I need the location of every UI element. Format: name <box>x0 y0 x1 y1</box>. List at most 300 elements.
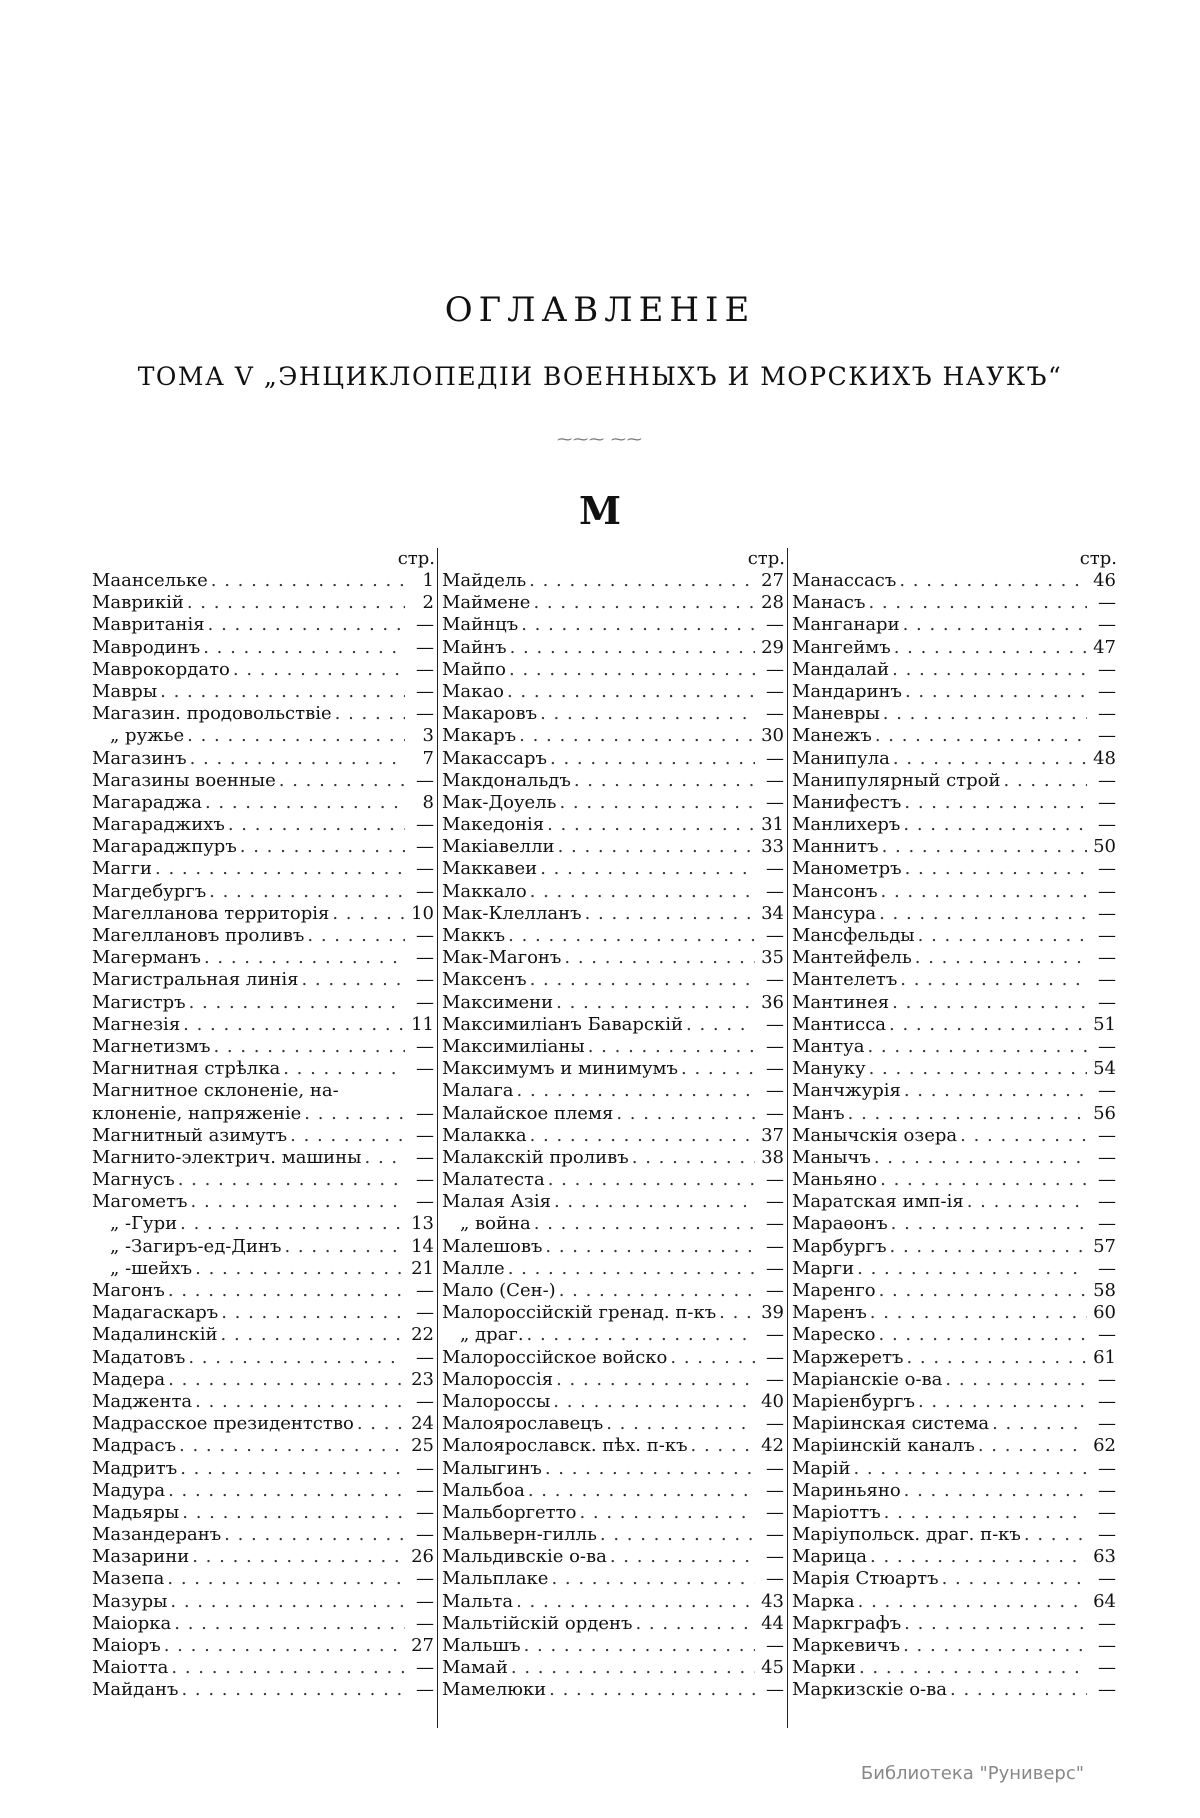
index-entry <box>442 1147 787 1169</box>
index-entry <box>92 1568 437 1590</box>
entry-page-number: — <box>1098 658 1116 680</box>
dot-leader <box>915 947 1087 969</box>
entry-page-number: — <box>416 1169 434 1191</box>
dot-leader <box>945 1369 1087 1391</box>
entry-name: Малороссійское войско <box>442 1346 668 1368</box>
dot-leader <box>869 1058 1087 1080</box>
entry-name: „ -Загиръ-ед-Динъ <box>110 1235 282 1257</box>
entry-page-number: — <box>1098 703 1116 725</box>
dot-leader <box>992 1413 1087 1435</box>
entry-page-number: — <box>416 858 434 880</box>
index-entry <box>442 947 787 969</box>
entry-name: Мариньяно <box>792 1479 901 1501</box>
index-entry <box>92 1014 437 1036</box>
entry-page-number: — <box>766 791 784 813</box>
entry-page-number: — <box>1098 880 1116 902</box>
index-entry <box>92 1191 437 1213</box>
entry-page-number: — <box>766 1169 784 1191</box>
entry-name: Мальдивскіе о-ва <box>442 1546 607 1568</box>
dot-leader <box>365 1147 406 1169</box>
entry-name: Мамелюки <box>442 1679 547 1701</box>
dot-leader <box>918 925 1087 947</box>
entry-name: Майнцъ <box>442 614 519 636</box>
index-entry <box>442 1324 787 1346</box>
index-entry <box>792 925 1119 947</box>
entry-name: Мавританія <box>92 614 205 636</box>
index-entry <box>92 992 437 1014</box>
dot-leader <box>859 1657 1087 1679</box>
entry-name: „ -Гури <box>110 1213 178 1235</box>
index-entry <box>442 1280 787 1302</box>
entry-name: Малайское племя <box>442 1102 614 1124</box>
entry-name: Маіоръ <box>92 1635 161 1656</box>
entry-name: Мальбоа <box>442 1479 525 1501</box>
entry-page-number: 43 <box>761 1590 784 1612</box>
entry-page-number: — <box>1098 1635 1116 1656</box>
index-entry <box>792 1324 1119 1346</box>
entry-name: Максимиліанъ Баварскій <box>442 1013 684 1035</box>
entry-page-number: 47 <box>1093 636 1116 658</box>
dot-leader <box>906 1347 1087 1369</box>
index-entry <box>442 1458 787 1480</box>
dot-leader <box>950 1679 1087 1701</box>
index-entry <box>92 858 437 880</box>
entry-page-number: 28 <box>761 592 784 614</box>
index-entry <box>92 1369 437 1391</box>
entry-name: Мантисса <box>792 1013 887 1035</box>
entry-name: Маріинская система <box>792 1413 990 1435</box>
index-entry <box>792 1103 1119 1125</box>
entry-page-number: — <box>1098 1501 1116 1523</box>
entry-name: Мавры <box>92 680 158 702</box>
entry-name: Мадрасское президентство <box>92 1413 354 1435</box>
index-entry <box>92 1103 437 1125</box>
entry-name: Магнитная стрѣлка <box>92 1058 281 1080</box>
entry-page-number: — <box>416 880 434 902</box>
entry-page-number: 27 <box>761 570 784 591</box>
dot-leader <box>893 748 1087 770</box>
entry-page-number: 27 <box>411 1635 434 1656</box>
entry-page-number: — <box>1098 1612 1116 1634</box>
dot-leader <box>205 792 405 814</box>
entry-name: Магазин. продовольствіе <box>92 703 332 725</box>
dot-leader <box>178 1169 405 1191</box>
entry-name: Мальта <box>442 1590 514 1612</box>
entry-page-number: — <box>416 614 434 636</box>
dot-leader <box>182 1502 405 1524</box>
index-entry <box>792 1568 1119 1590</box>
dot-leader <box>553 1391 755 1413</box>
dot-leader <box>867 1036 1087 1058</box>
index-entry <box>92 969 437 991</box>
entry-page-number: — <box>766 1457 784 1479</box>
page-column-label: стр. <box>397 548 435 569</box>
dot-leader <box>530 1125 755 1147</box>
dot-leader <box>967 1191 1087 1213</box>
entry-page-number: — <box>416 1657 434 1679</box>
entry-page-number: — <box>766 1501 784 1523</box>
entry-name: Манъ <box>792 1102 845 1124</box>
entry-name: Малыгинъ <box>442 1457 542 1479</box>
index-entry <box>442 570 787 592</box>
dot-leader <box>204 947 405 969</box>
dot-leader <box>228 814 405 836</box>
ornament-divider: ⁓⁓⁓ ⁓⁓ <box>557 430 643 448</box>
entry-page-number: — <box>1098 1213 1116 1235</box>
entry-name: Маріинскій каналъ <box>792 1435 975 1457</box>
dot-leader <box>904 1080 1087 1102</box>
dot-leader <box>579 1502 755 1524</box>
entry-page-number: 35 <box>761 947 784 969</box>
entry-page-number: — <box>1098 991 1116 1013</box>
index-entry <box>792 903 1119 925</box>
page-title: ОГЛАВЛЕНІЕ <box>444 290 756 330</box>
dot-leader <box>517 1080 756 1102</box>
entry-name: Майданъ <box>92 1679 179 1701</box>
index-entry <box>792 681 1119 703</box>
entry-name: Марица <box>792 1546 867 1568</box>
dot-leader <box>301 969 405 991</box>
entry-name: Мазепа <box>92 1568 165 1590</box>
dot-leader <box>170 1591 405 1613</box>
entry-name: Мак-Доуель <box>442 791 557 813</box>
index-entry <box>92 1524 437 1546</box>
entry-page-number: — <box>1098 1146 1116 1168</box>
entry-page-number: — <box>416 636 434 658</box>
dot-leader <box>691 1435 755 1457</box>
index-entry <box>92 1502 437 1524</box>
dot-leader <box>686 1014 755 1036</box>
dot-leader <box>507 681 755 703</box>
entry-name: Мальшъ <box>442 1635 521 1656</box>
index-entry <box>442 1369 787 1391</box>
dot-leader <box>918 1391 1087 1413</box>
dot-leader <box>279 770 405 792</box>
index-entry <box>92 748 437 770</box>
entry-page-number: — <box>1098 1368 1116 1390</box>
entry-name: Малороссія <box>442 1368 554 1390</box>
index-entry <box>792 1613 1119 1635</box>
index-entry <box>792 1213 1119 1235</box>
entry-page-number: — <box>1098 680 1116 702</box>
entry-page-number: — <box>416 1568 434 1590</box>
dot-leader <box>179 1435 405 1457</box>
entry-name: клоненіе, напряженіе <box>92 1102 302 1124</box>
index-entry <box>92 1058 437 1080</box>
dot-leader <box>521 614 755 636</box>
dot-leader <box>942 1568 1087 1590</box>
entry-page-number: 33 <box>761 836 784 858</box>
dot-leader <box>875 725 1087 747</box>
entry-name: Маркграфъ <box>792 1612 902 1634</box>
entry-page-number: — <box>1098 858 1116 880</box>
entry-name: Марки <box>792 1657 856 1679</box>
entry-name: Маврокордато <box>92 658 230 680</box>
index-entry <box>792 858 1119 880</box>
entry-name: Майнъ <box>442 636 507 658</box>
entry-name: Макіавелли <box>442 836 555 858</box>
entry-name: Маржеретъ <box>792 1346 904 1368</box>
entry-name: Маріупольск. драг. п-къ <box>792 1524 1021 1546</box>
entry-page-number: — <box>1098 1080 1116 1102</box>
entry-page-number: — <box>416 836 434 858</box>
dot-leader <box>892 992 1087 1014</box>
entry-page-number: — <box>766 880 784 902</box>
entry-name: Маврикій <box>92 592 184 614</box>
dot-leader <box>290 1125 405 1147</box>
entry-page-number: — <box>766 1257 784 1279</box>
entry-page-number: — <box>766 1102 784 1124</box>
index-entry <box>92 1413 437 1435</box>
entry-name: Магги <box>92 858 153 880</box>
index-entry <box>92 770 437 792</box>
entry-page-number: 62 <box>1093 1435 1116 1457</box>
dot-leader <box>221 1302 405 1324</box>
dot-leader <box>540 858 755 880</box>
dot-leader <box>574 770 755 792</box>
entry-name: Маркизскіе о-ва <box>792 1679 947 1701</box>
index-entry <box>792 1458 1119 1480</box>
page-subtitle: ТОМА V „ЭНЦИКЛОПЕДІИ ВОЕННЫХЪ И МОРСКИХЪ НАУКЪ“ <box>137 362 1063 391</box>
index-entry <box>792 659 1119 681</box>
index-entry <box>792 947 1119 969</box>
entry-page-number: 34 <box>761 902 784 924</box>
entry-name: Мадера <box>92 1368 166 1390</box>
index-entry <box>442 1546 787 1568</box>
dot-leader <box>882 836 1087 858</box>
entry-page-number: — <box>1098 1169 1116 1191</box>
entry-page-number: — <box>1098 1390 1116 1412</box>
entry-page-number: — <box>766 1235 784 1257</box>
page-column-label: стр. <box>747 548 785 569</box>
index-entry <box>92 1213 437 1235</box>
dot-leader <box>171 1657 405 1679</box>
entry-name: Малатеста <box>442 1169 545 1191</box>
index-entry <box>92 1435 437 1457</box>
index-entry <box>442 1502 787 1524</box>
entry-page-number: — <box>416 947 434 969</box>
entry-page-number: — <box>1098 1568 1116 1590</box>
index-column-2 <box>438 548 788 1728</box>
dot-leader <box>600 1524 755 1546</box>
entry-page-number: — <box>766 747 784 769</box>
index-entry <box>792 1502 1119 1524</box>
dot-leader <box>283 1058 405 1080</box>
dot-leader <box>335 703 405 725</box>
dot-leader <box>183 1014 405 1036</box>
entry-page-number: — <box>416 969 434 991</box>
entry-name: Маансельке <box>92 570 208 591</box>
dot-leader <box>894 637 1087 659</box>
entry-name: Маіорка <box>92 1612 172 1634</box>
entry-page-number: — <box>766 858 784 880</box>
dot-leader <box>233 659 405 681</box>
dot-leader <box>203 637 405 659</box>
dot-leader <box>530 969 755 991</box>
index-entry <box>792 1435 1119 1457</box>
index-entry <box>442 925 787 947</box>
index-entry <box>792 592 1119 614</box>
entry-name: Мамай <box>442 1657 508 1679</box>
dot-leader <box>527 1324 755 1346</box>
dot-leader <box>874 1147 1087 1169</box>
dot-leader <box>167 1568 405 1590</box>
entry-page-number: — <box>1098 1124 1116 1146</box>
entry-name: Макаръ <box>442 725 517 747</box>
dot-leader <box>284 1236 405 1258</box>
entry-name: Манганари <box>792 614 900 636</box>
dot-leader <box>559 792 755 814</box>
entry-page-number: 60 <box>1093 1302 1116 1324</box>
entry-name: Мануку <box>792 1058 866 1080</box>
index-entry <box>92 637 437 659</box>
dot-leader <box>616 1103 755 1125</box>
entry-page-number: — <box>416 1102 434 1124</box>
index-entry <box>442 1480 787 1502</box>
index-entry <box>92 1280 437 1302</box>
index-entry <box>92 1679 437 1701</box>
index-entry <box>792 703 1119 725</box>
entry-page-number: — <box>766 1546 784 1568</box>
entry-page-number: — <box>416 1191 434 1213</box>
entry-name: Манифестъ <box>792 791 902 813</box>
entry-page-number: — <box>766 658 784 680</box>
entry-name: Манлихеръ <box>792 814 901 836</box>
index-entry <box>442 592 787 614</box>
dot-leader <box>209 881 405 903</box>
entry-page-number: 39 <box>761 1302 784 1324</box>
dot-leader <box>190 748 405 770</box>
entry-name: Мальтійскій орденъ <box>442 1612 633 1634</box>
index-entry <box>92 659 437 681</box>
dot-leader <box>529 570 755 592</box>
index-entry <box>92 1036 437 1058</box>
dot-leader <box>585 903 755 925</box>
entry-name: Мантинея <box>792 991 890 1013</box>
dot-leader <box>904 1613 1087 1635</box>
index-entry <box>92 1480 437 1502</box>
section-letter: M <box>578 488 622 533</box>
entry-page-number: 8 <box>422 791 434 813</box>
index-entry <box>92 1080 437 1102</box>
entry-page-number: 10 <box>411 902 434 924</box>
dot-leader <box>551 1568 755 1590</box>
entry-page-number: — <box>766 703 784 725</box>
entry-page-number: — <box>1098 902 1116 924</box>
dot-leader <box>558 836 755 858</box>
index-entry <box>792 1480 1119 1502</box>
entry-name: Малая Азія <box>442 1191 551 1213</box>
dot-leader <box>187 725 405 747</box>
entry-page-number: — <box>1098 1679 1116 1701</box>
entry-name: Майпо <box>442 658 506 680</box>
index-entry <box>92 1147 437 1169</box>
dot-leader <box>180 1213 405 1235</box>
dot-leader <box>556 1369 755 1391</box>
dot-leader <box>960 1125 1087 1147</box>
dot-leader <box>304 1103 405 1125</box>
entry-page-number: 48 <box>1093 747 1116 769</box>
entry-page-number: — <box>1098 1035 1116 1057</box>
entry-page-number: 30 <box>761 725 784 747</box>
entry-page-number: 36 <box>761 991 784 1013</box>
entry-name: Маріенбургъ <box>792 1390 915 1412</box>
index-entry <box>442 1635 787 1657</box>
index-entry <box>792 1347 1119 1369</box>
dot-leader <box>213 1036 405 1058</box>
dot-leader <box>892 659 1087 681</box>
entry-page-number: 63 <box>1093 1546 1116 1568</box>
index-entry <box>792 1546 1119 1568</box>
entry-name: Мангеймъ <box>792 636 891 658</box>
entry-page-number: — <box>766 1568 784 1590</box>
entry-name: Магнезія <box>92 1013 181 1035</box>
entry-page-number: 57 <box>1093 1235 1116 1257</box>
index-entry <box>792 1591 1119 1613</box>
entry-name: Мадьяры <box>92 1501 180 1523</box>
entry-page-number: 31 <box>761 814 784 836</box>
entry-name: Мандаринъ <box>792 680 902 702</box>
entry-name: Мазандеранъ <box>92 1524 222 1546</box>
dot-leader <box>188 1347 405 1369</box>
index-entry <box>92 947 437 969</box>
entry-name: Мандалай <box>792 658 890 680</box>
dot-leader <box>191 1191 406 1213</box>
index-entry <box>792 770 1119 792</box>
dot-leader <box>221 1324 406 1346</box>
index-entry <box>92 1302 437 1324</box>
entry-page-number: 3 <box>422 725 434 747</box>
index-entry <box>442 748 787 770</box>
entry-page-number: — <box>1098 814 1116 836</box>
entry-name: Македонія <box>442 814 545 836</box>
entry-name: Мадритъ <box>92 1457 178 1479</box>
index-entry <box>442 1191 787 1213</box>
dot-leader <box>545 1236 755 1258</box>
dot-leader <box>509 659 755 681</box>
entry-page-number: — <box>416 1146 434 1168</box>
entry-page-number: — <box>1098 925 1116 946</box>
entry-page-number: — <box>1098 725 1116 747</box>
dot-leader <box>550 748 755 770</box>
entry-name: Манипулярный строй <box>792 769 1001 791</box>
index-entry <box>442 1391 787 1413</box>
entry-page-number: — <box>416 1479 434 1501</box>
entry-page-number: — <box>766 680 784 702</box>
dot-leader <box>211 570 405 592</box>
index-entry <box>92 814 437 836</box>
entry-name: „ ружье <box>110 725 185 747</box>
entry-page-number: — <box>766 969 784 991</box>
entry-page-number: — <box>766 1213 784 1235</box>
entry-name: Мазарини <box>92 1546 190 1568</box>
entry-name: Магараджпуръ <box>92 836 237 858</box>
entry-name: Маріанскіе о-ва <box>792 1368 943 1390</box>
entry-page-number: — <box>416 1524 434 1546</box>
dot-leader <box>168 1280 405 1302</box>
entry-page-number: 50 <box>1093 836 1116 858</box>
entry-page-number: — <box>1098 1457 1116 1479</box>
index-entry <box>792 992 1119 1014</box>
index-entry <box>92 881 437 903</box>
index-entry <box>792 748 1119 770</box>
entry-page-number: — <box>766 614 784 636</box>
index-entry <box>792 1413 1119 1435</box>
entry-name: Манометръ <box>792 858 902 880</box>
entry-page-number: 29 <box>761 636 784 658</box>
entry-page-number: — <box>1098 1479 1116 1501</box>
entry-page-number: — <box>1098 791 1116 813</box>
